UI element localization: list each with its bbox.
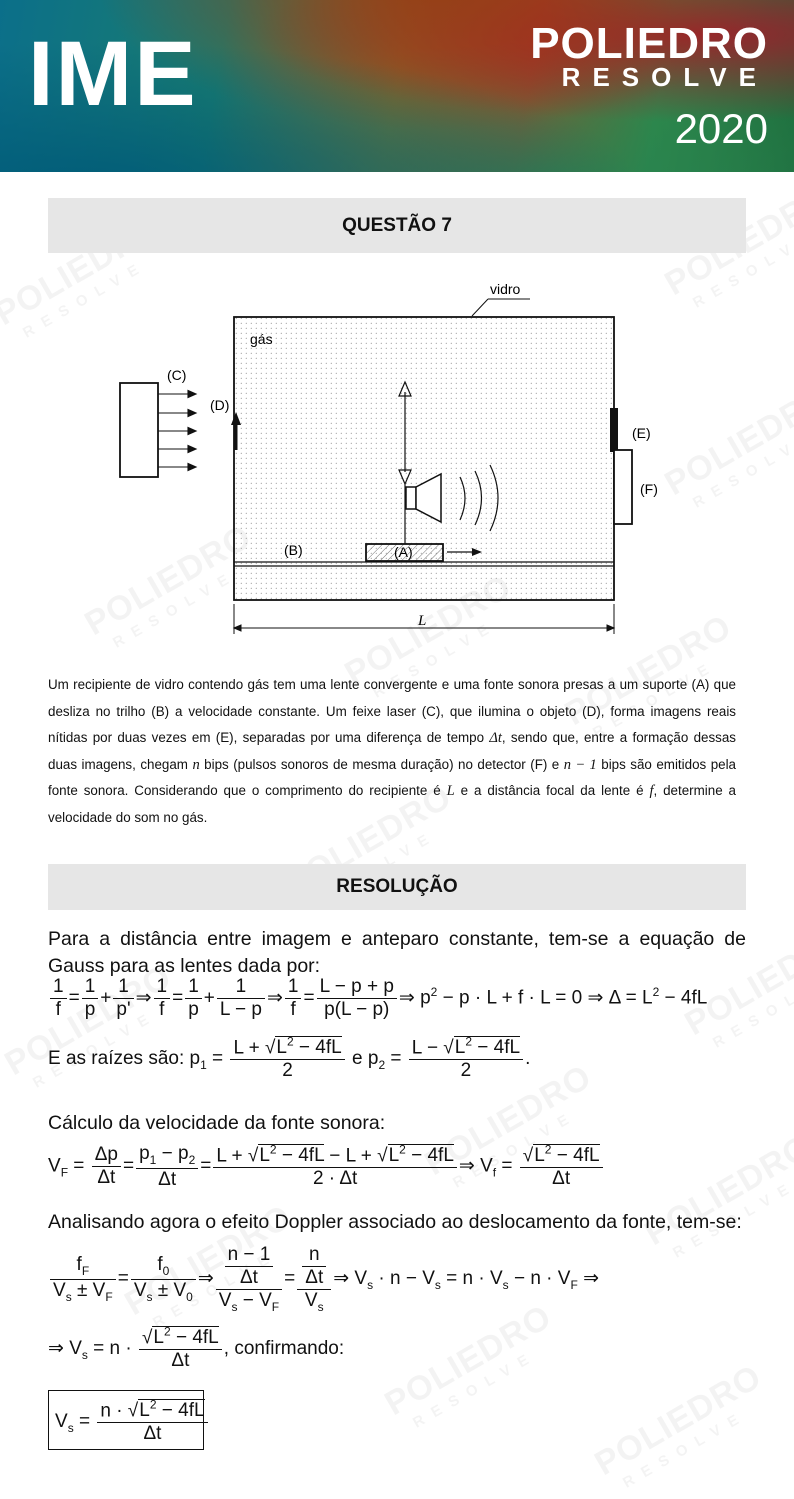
detector-label: (F)	[640, 481, 658, 497]
problem-statement	[48, 672, 736, 831]
doppler-equation: $\frac{f_F}{V_s \pm V_F}$ = $\frac{f_0}{V_s \pm V_0}$ ⇒ $\frac{\frac{n - 1}{\Delta t}}{V_s - V_F}$ = $\frac{\frac{n}{\Delta t}}{V_s}$ ⇒ $V_s \cdot n - V_s = n \cdot V_s - n \cdot V_F$ ⇒	[48, 1244, 599, 1314]
brand-logo-name: POLIEDRO	[530, 19, 768, 68]
problem-text: bips são emitidos pela fonte sonora. Considerando que o comprimento do recipiente é	[48, 756, 737, 798]
problem-text: Um recipiente de vidro contendo gás tem uma lente convergente e uma fonte sonora presas a um suporte (A) que desliza no trilho (B) a velocidade constante. Um feixe laser (C), que ilumina o objeto (D), forma imagens reais nítidas por duas vezes em (E), separadas por uma diferença de tempo	[48, 677, 736, 745]
problem-text: bips (pulsos sonoros de mesma duração) no detector (F) e	[199, 756, 564, 772]
gauss-equation: $\frac{1}{f}$ = $\frac{1}{p}$ + $\frac{1}{p'}$ ⇒ $\frac{1}{f}$ = $\frac{1}{p}$ + $\frac{1}{L - p}$ ⇒ $\frac{1}{f}$ = $\frac{L - p + p}{p(L - p)}$ ⇒ $p^2 - p \cdot L + f \cdot L = 0$ ⇒ $\Delta = L^2 - 4fL$	[48, 976, 707, 1021]
question-title-text: QUESTÃO 7	[342, 215, 452, 236]
problem-math: L	[446, 783, 455, 799]
gas-label: gás	[250, 331, 273, 347]
source-velocity-equation: $V_F$ = $\frac{\Delta p}{\Delta t}$ = $\frac{p_1 - p_2}{\Delta t}$ = $\frac{L + √L^2 - 4fL - L + √L^2 - 4fL}{2 \cdot \Delta t}$ ⇒ $V_f$ = $\frac{√L^2 - 4fL}{\Delta t}$	[48, 1143, 605, 1190]
laser-source	[120, 383, 158, 477]
exam-year: 2020	[674, 105, 768, 152]
problem-math: Δt	[489, 730, 502, 746]
roots-equation: E as raízes são: $p_1$ = $\frac{L + √L^2 - 4fL}{2}$ e $p_2$ = $\frac{L - √L^2 - 4fL}{2}$ .	[48, 1035, 531, 1082]
laser-label: (C)	[167, 367, 187, 383]
resolution-title	[48, 864, 746, 910]
brand-logo-sub: RESOLVE	[561, 62, 768, 92]
roots-prefix: E as raízes são:	[48, 1048, 185, 1070]
length-label: L	[418, 613, 427, 629]
detector	[614, 450, 632, 524]
watermark	[378, 1297, 567, 1438]
watermark	[658, 377, 794, 518]
glass-leader-line	[472, 299, 488, 316]
doppler-intro: Analisando agora o efeito Doppler associado ao deslocamento da fonte, tem-se:	[48, 1211, 742, 1233]
problem-text: , sendo que, entre a formação dessas duas imagens, chegam	[48, 730, 736, 772]
velocity-intro: Cálculo da velocidade da fonte sonora:	[48, 1112, 386, 1134]
problem-text: e a distância focal da lente é	[454, 783, 650, 798]
watermark	[588, 1357, 777, 1498]
screen-label: (E)	[632, 425, 651, 441]
header-banner	[0, 0, 794, 172]
resolution-title-text: RESOLUÇÃO	[336, 876, 458, 897]
laser-beams	[158, 391, 196, 471]
support-label: (A)	[394, 544, 413, 560]
object-label: (D)	[210, 397, 230, 413]
experiment-diagram	[110, 272, 670, 640]
final-answer-box: $V_s$ = $\frac{n \cdot √L^2 - 4fL}{\Delta t}$	[48, 1390, 204, 1450]
problem-math: n − 1	[563, 756, 597, 773]
problem-math: n	[192, 756, 200, 773]
screen	[610, 408, 618, 452]
glass-label: vidro	[490, 281, 521, 297]
problem-text: , determine a velocidade do som no gás.	[48, 783, 737, 825]
result-equation: ⇒ $V_s = n$ · $\frac{√L^2 - 4fL}{\Delta t}$ , confirmando:	[48, 1325, 345, 1372]
resolution-intro: Para a distância entre imagem e anteparo constante, tem-se a equação de Gauss para as lentes dada por:	[48, 928, 746, 977]
exam-title: IME	[28, 23, 198, 125]
confirming-text: , confirmando:	[223, 1338, 345, 1360]
watermark	[638, 1127, 794, 1268]
rail-label: (B)	[284, 542, 303, 558]
problem-math: f	[649, 783, 654, 799]
question-title	[48, 198, 746, 253]
roots-and: e	[352, 1048, 363, 1070]
